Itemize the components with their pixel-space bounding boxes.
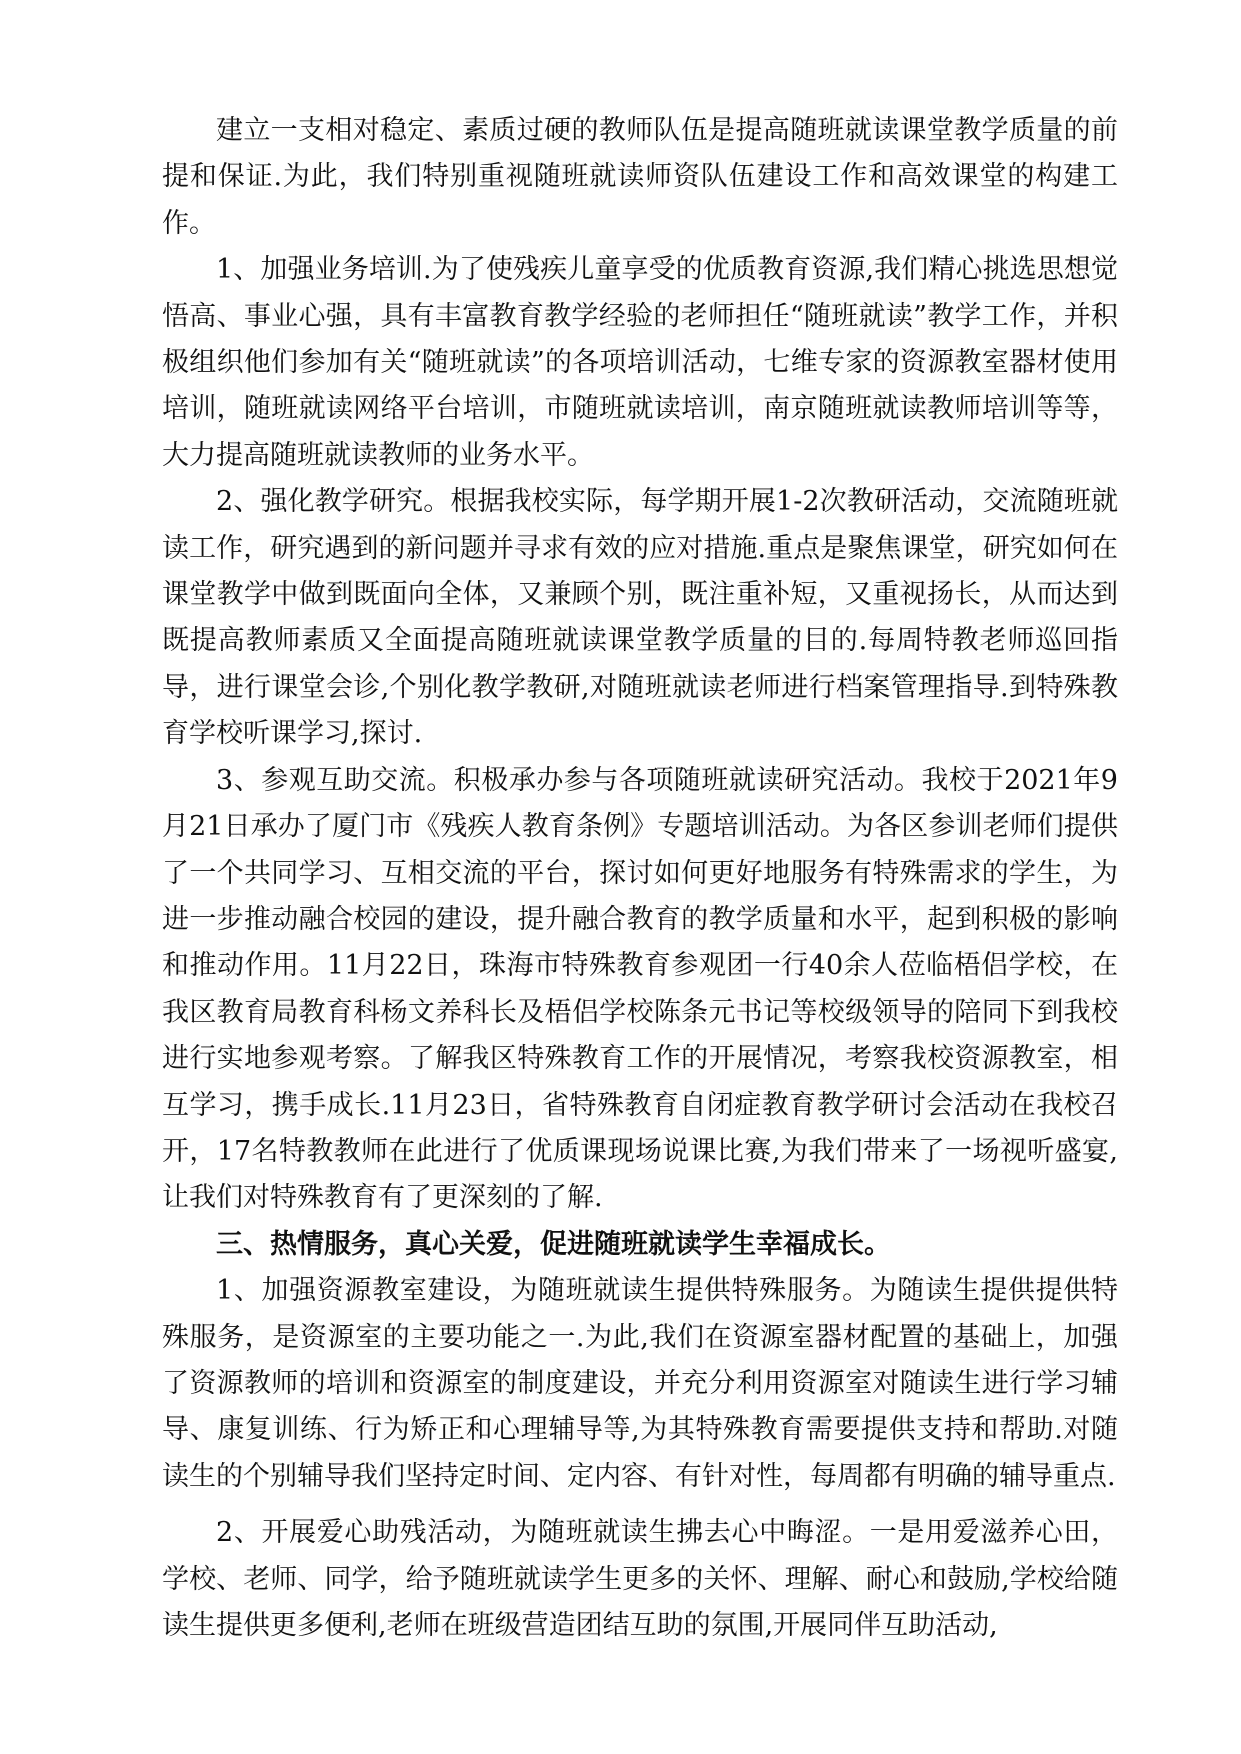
section-heading: 三、热情服务，真心关爱，促进随班就读学生幸福成长。 xyxy=(216,1228,891,1260)
paragraph-resource-room: 1、加强资源教室建设，为随班就读生提供特殊服务。为随读生提供提供特殊服务，是资源室的主要功能之一.为此,我们在资源室器材配置的基础上，加强了资源教师的培训和资源室的制度建设，并充分利用资源室对随读生进行学习辅导、康复训练、行为矫正和心理辅导等,为其特殊教育需要提供支持和帮助.对随读生的个别辅导我们坚持定时间、定内容、有针对性，每周都有明确的辅导重点. xyxy=(162,1275,1118,1492)
paragraph-teaching-research: 2、强化教学研究。根据我校实际，每学期开展1-2次教研活动，交流随班就读工作，研究遇到的新问题并寻求有效的应对措施.重点是聚焦课堂，研究如何在课堂教学中做到既面向全体，又兼顾个别，既注重补短，又重视扬长，从而达到既提高教师素质又全面提高随班就读课堂教学质量的目的.每周特教老师巡回指导，进行课堂会诊,个别化教学教研,对随班就读老师进行档案管理指导.到特殊教育学校听课学习,探讨. xyxy=(162,486,1118,750)
paragraph-business-training: 1、加强业务培训.为了使残疾儿童享受的优质教育资源,我们精心挑选思想觉悟高、事业心强，具有丰富教育教学经验的老师担任“随班就读”教学工作，并积极组织他们参加有关“随班就读”的各项培训活动，七维专家的资源教室器材使用培训，随班就读网络平台培训，市随班就读培训，南京随班就读教师培训等等，大力提高随班就读教师的业务水平。 xyxy=(162,254,1118,471)
document-body xyxy=(162,108,1118,1649)
paragraph-visit-exchange: 3、参观互助交流。积极承办参与各项随班就读研究活动。我校于2021年9月21日承办了厦门市《残疾人教育条例》专题培训活动。为各区参训老师们提供了一个共同学习、互相交流的平台，探讨如何更好地服务有特殊需求的学生，为进一步推动融合校园的建设，提升融合教育的教学质量和水平，起到积极的影响和推动作用。11月22日，珠海市特殊教育参观团一行40余人莅临梧侣学校，在我区教育局教育科杨文养科长及梧侣学校陈条元书记等校级领导的陪同下到我校进行实地参观考察。了解我区特殊教育工作的开展情况，考察我校资源教室，相互学习，携手成长.11月23日，省特殊教育自闭症教育教学研讨会活动在我校召开，17名特教教师在此进行了优质课现场说课比赛,为我们带来了一场视听盛宴,让我们对特殊教育有了更深刻的了解. xyxy=(162,764,1118,1214)
paragraph-caring-activities: 2、开展爱心助残活动，为随班就读生拂去心中晦涩。一是用爱滋养心田，学校、老师、同学，给予随班就读学生更多的关怀、理解、耐心和鼓励,学校给随读生提供更多便利,老师在班级营造团结互助的氛围,开展同伴互助活动, xyxy=(162,1517,1118,1641)
intro-paragraph: 建立一支相对稳定、素质过硬的教师队伍是提高随班就读课堂教学质量的前提和保证.为此，我们特别重视随班就读师资队伍建设工作和高效课堂的构建工作。 xyxy=(162,115,1118,239)
